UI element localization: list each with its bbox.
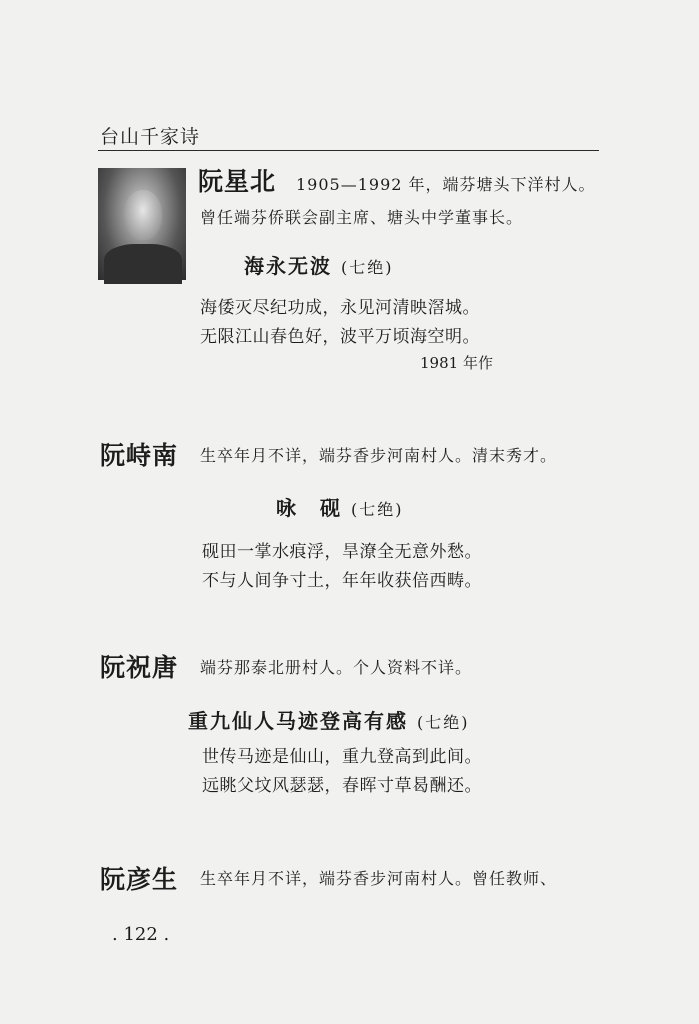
poem-line: 砚田一掌水痕浮，旱潦全无意外愁。 — [202, 542, 482, 562]
header-rule — [98, 150, 599, 151]
poem-title-text: 咏 砚 — [276, 496, 342, 520]
poem-form: (七绝) — [416, 713, 470, 732]
poem-form: (七绝) — [340, 258, 394, 277]
poet-name: 阮峙南 — [100, 441, 179, 470]
poet-name: 阮星北 — [198, 167, 277, 196]
poem-title-text: 重九仙人马迹登高有感 — [188, 709, 408, 733]
poet-name: 阮彦生 — [100, 865, 179, 894]
poet-bio: 生卒年月不详，端芬香步河南村人。曾任教师、 — [200, 869, 558, 888]
poet-bio: 曾任端芬侨联会副主席、塘头中学董事长。 — [200, 208, 524, 227]
poem-line: 世传马迹是仙山，重九登高到此间。 — [202, 747, 482, 767]
poet-bio: 端芬那泰北册村人。个人资料不详。 — [200, 658, 473, 677]
poem-line: 不与人间争寸土，年年收获倍西畴。 — [202, 571, 482, 591]
running-head: 台山千家诗 — [100, 126, 201, 148]
poet-name: 阮祝唐 — [100, 653, 179, 682]
poem-line: 远眺父坟风瑟瑟，春晖寸草曷酬还。 — [202, 776, 482, 796]
poem-date: 1981 年作 — [420, 354, 493, 372]
poem-form: (七绝) — [350, 500, 404, 519]
poem-title — [244, 250, 393, 279]
poet-bio: 1905—1992 年，端芬塘头下洋村人。 — [296, 175, 596, 194]
portrait-shoulders — [104, 244, 182, 284]
poet-bio: 生卒年月不详，端芬香步河南村人。清末秀才。 — [200, 446, 558, 465]
poem-line: 无限江山春色好，波平万顷海空明。 — [200, 327, 480, 347]
poem-title — [188, 705, 469, 734]
poem-title — [276, 492, 403, 521]
portrait-photo — [98, 168, 186, 280]
portrait-face — [124, 190, 162, 240]
page-number: . 122 . — [112, 924, 170, 945]
poem-line: 海倭灭尽纪功成，永见河清映滘城。 — [200, 298, 480, 318]
poem-title-text: 海永无波 — [244, 254, 332, 278]
